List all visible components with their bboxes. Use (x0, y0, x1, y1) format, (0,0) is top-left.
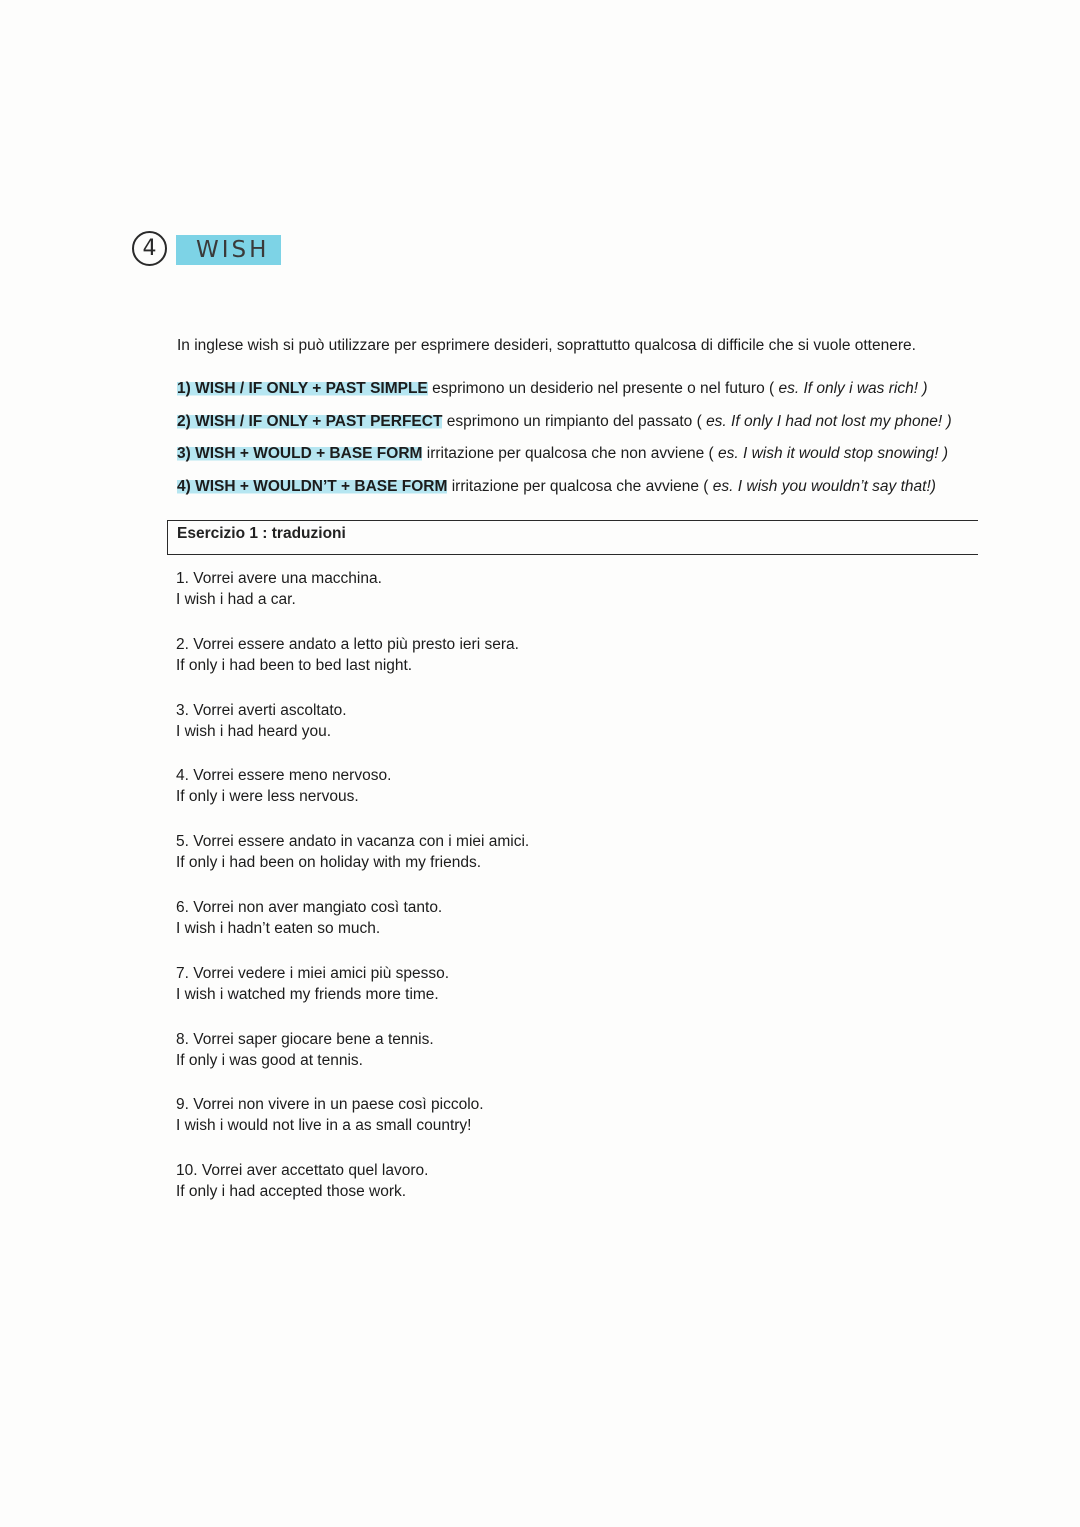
rule-formula: 3) WISH + WOULD + BASE FORM (177, 445, 423, 462)
exercise-item (176, 634, 776, 700)
english-translation: If only i had accepted those work. (176, 1183, 407, 1201)
english-translation: I wish i would not live in a as small country! (176, 1117, 472, 1135)
rule-description: esprimono un rimpianto del passato ( (442, 412, 707, 430)
exercise-title: Esercizio 1 : traduzioni (177, 525, 346, 542)
rule-example: If only i was rich! ) (803, 380, 928, 397)
italian-sentence: 3. Vorrei averti ascoltato. (176, 701, 347, 719)
italian-sentence: 8. Vorrei saper giocare bene a tennis. (176, 1030, 434, 1048)
section-title: WISH (176, 235, 281, 265)
english-translation: If only i had been on holiday with my friends. (176, 854, 482, 872)
italian-sentence: 9. Vorrei non vivere in un paese così piccolo. (176, 1096, 484, 1114)
english-translation: If only i had been to bed last night. (176, 656, 413, 674)
english-translation: If only i were less nervous. (176, 788, 359, 806)
section-heading (130, 228, 430, 272)
rule-item (177, 476, 1007, 509)
rules-list (177, 378, 1007, 508)
rule-example-prefix: es. (706, 412, 732, 430)
rule-example: If only I had not lost my phone! ) (731, 412, 952, 430)
exercise-item (176, 1094, 776, 1160)
exercise-items-list (176, 568, 776, 1226)
rule-example-prefix: es. (717, 445, 743, 462)
rule-formula: 1) WISH / IF ONLY + PAST SIMPLE (177, 380, 428, 397)
section-number-badge: 4 (132, 231, 167, 266)
intro-paragraph: In inglese wish si può utilizzare per esprimere desideri, soprattutto qualcosa di difficile che si vuole ottenere. (177, 337, 916, 354)
rule-item (177, 411, 1007, 444)
exercise-item (176, 765, 776, 831)
rule-example-prefix: es. (778, 380, 804, 397)
italian-sentence: 5. Vorrei essere andato in vacanza con i miei amici. (176, 833, 530, 851)
italian-sentence: 10. Vorrei aver accettato quel lavoro. (176, 1162, 429, 1180)
rule-formula: 2) WISH / IF ONLY + PAST PERFECT (177, 412, 443, 430)
italian-sentence: 1. Vorrei avere una macchina. (176, 570, 382, 587)
italian-sentence: 7. Vorrei vedere i miei amici più spesso. (176, 964, 450, 982)
exercise-header-box (167, 520, 978, 555)
rule-formula: 4) WISH + WOULDN’T + BASE FORM (177, 477, 448, 495)
exercise-item (176, 568, 776, 634)
rule-example: I wish you wouldn’t say that!) (737, 477, 936, 495)
exercise-item (176, 897, 776, 963)
rule-description: irritazione per qualcosa che non avviene ( (422, 445, 718, 462)
exercise-item (176, 700, 776, 766)
exercise-item (176, 1160, 776, 1226)
english-translation: If only i was good at tennis. (176, 1051, 363, 1069)
italian-sentence: 2. Vorrei essere andato a letto più presto ieri sera. (176, 635, 519, 653)
english-translation: I wish i hadn’t eaten so much. (176, 919, 381, 937)
rule-example-prefix: es. (712, 477, 738, 495)
rule-item (177, 443, 1007, 476)
exercise-item (176, 831, 776, 897)
exercise-item (176, 1029, 776, 1095)
english-translation: I wish i watched my friends more time. (176, 985, 439, 1003)
italian-sentence: 6. Vorrei non aver mangiato così tanto. (176, 898, 443, 916)
italian-sentence: 4. Vorrei essere meno nervoso. (176, 767, 392, 785)
rule-example: I wish it would stop snowing! ) (742, 445, 948, 462)
english-translation: I wish i had heard you. (176, 722, 332, 740)
exercise-item (176, 963, 776, 1029)
rule-description: irritazione per qualcosa che avviene ( (447, 477, 713, 495)
rule-description: esprimono un desiderio nel presente o nel futuro ( (427, 380, 779, 397)
english-translation: I wish i had a car. (176, 591, 296, 608)
rule-item (177, 378, 1007, 411)
